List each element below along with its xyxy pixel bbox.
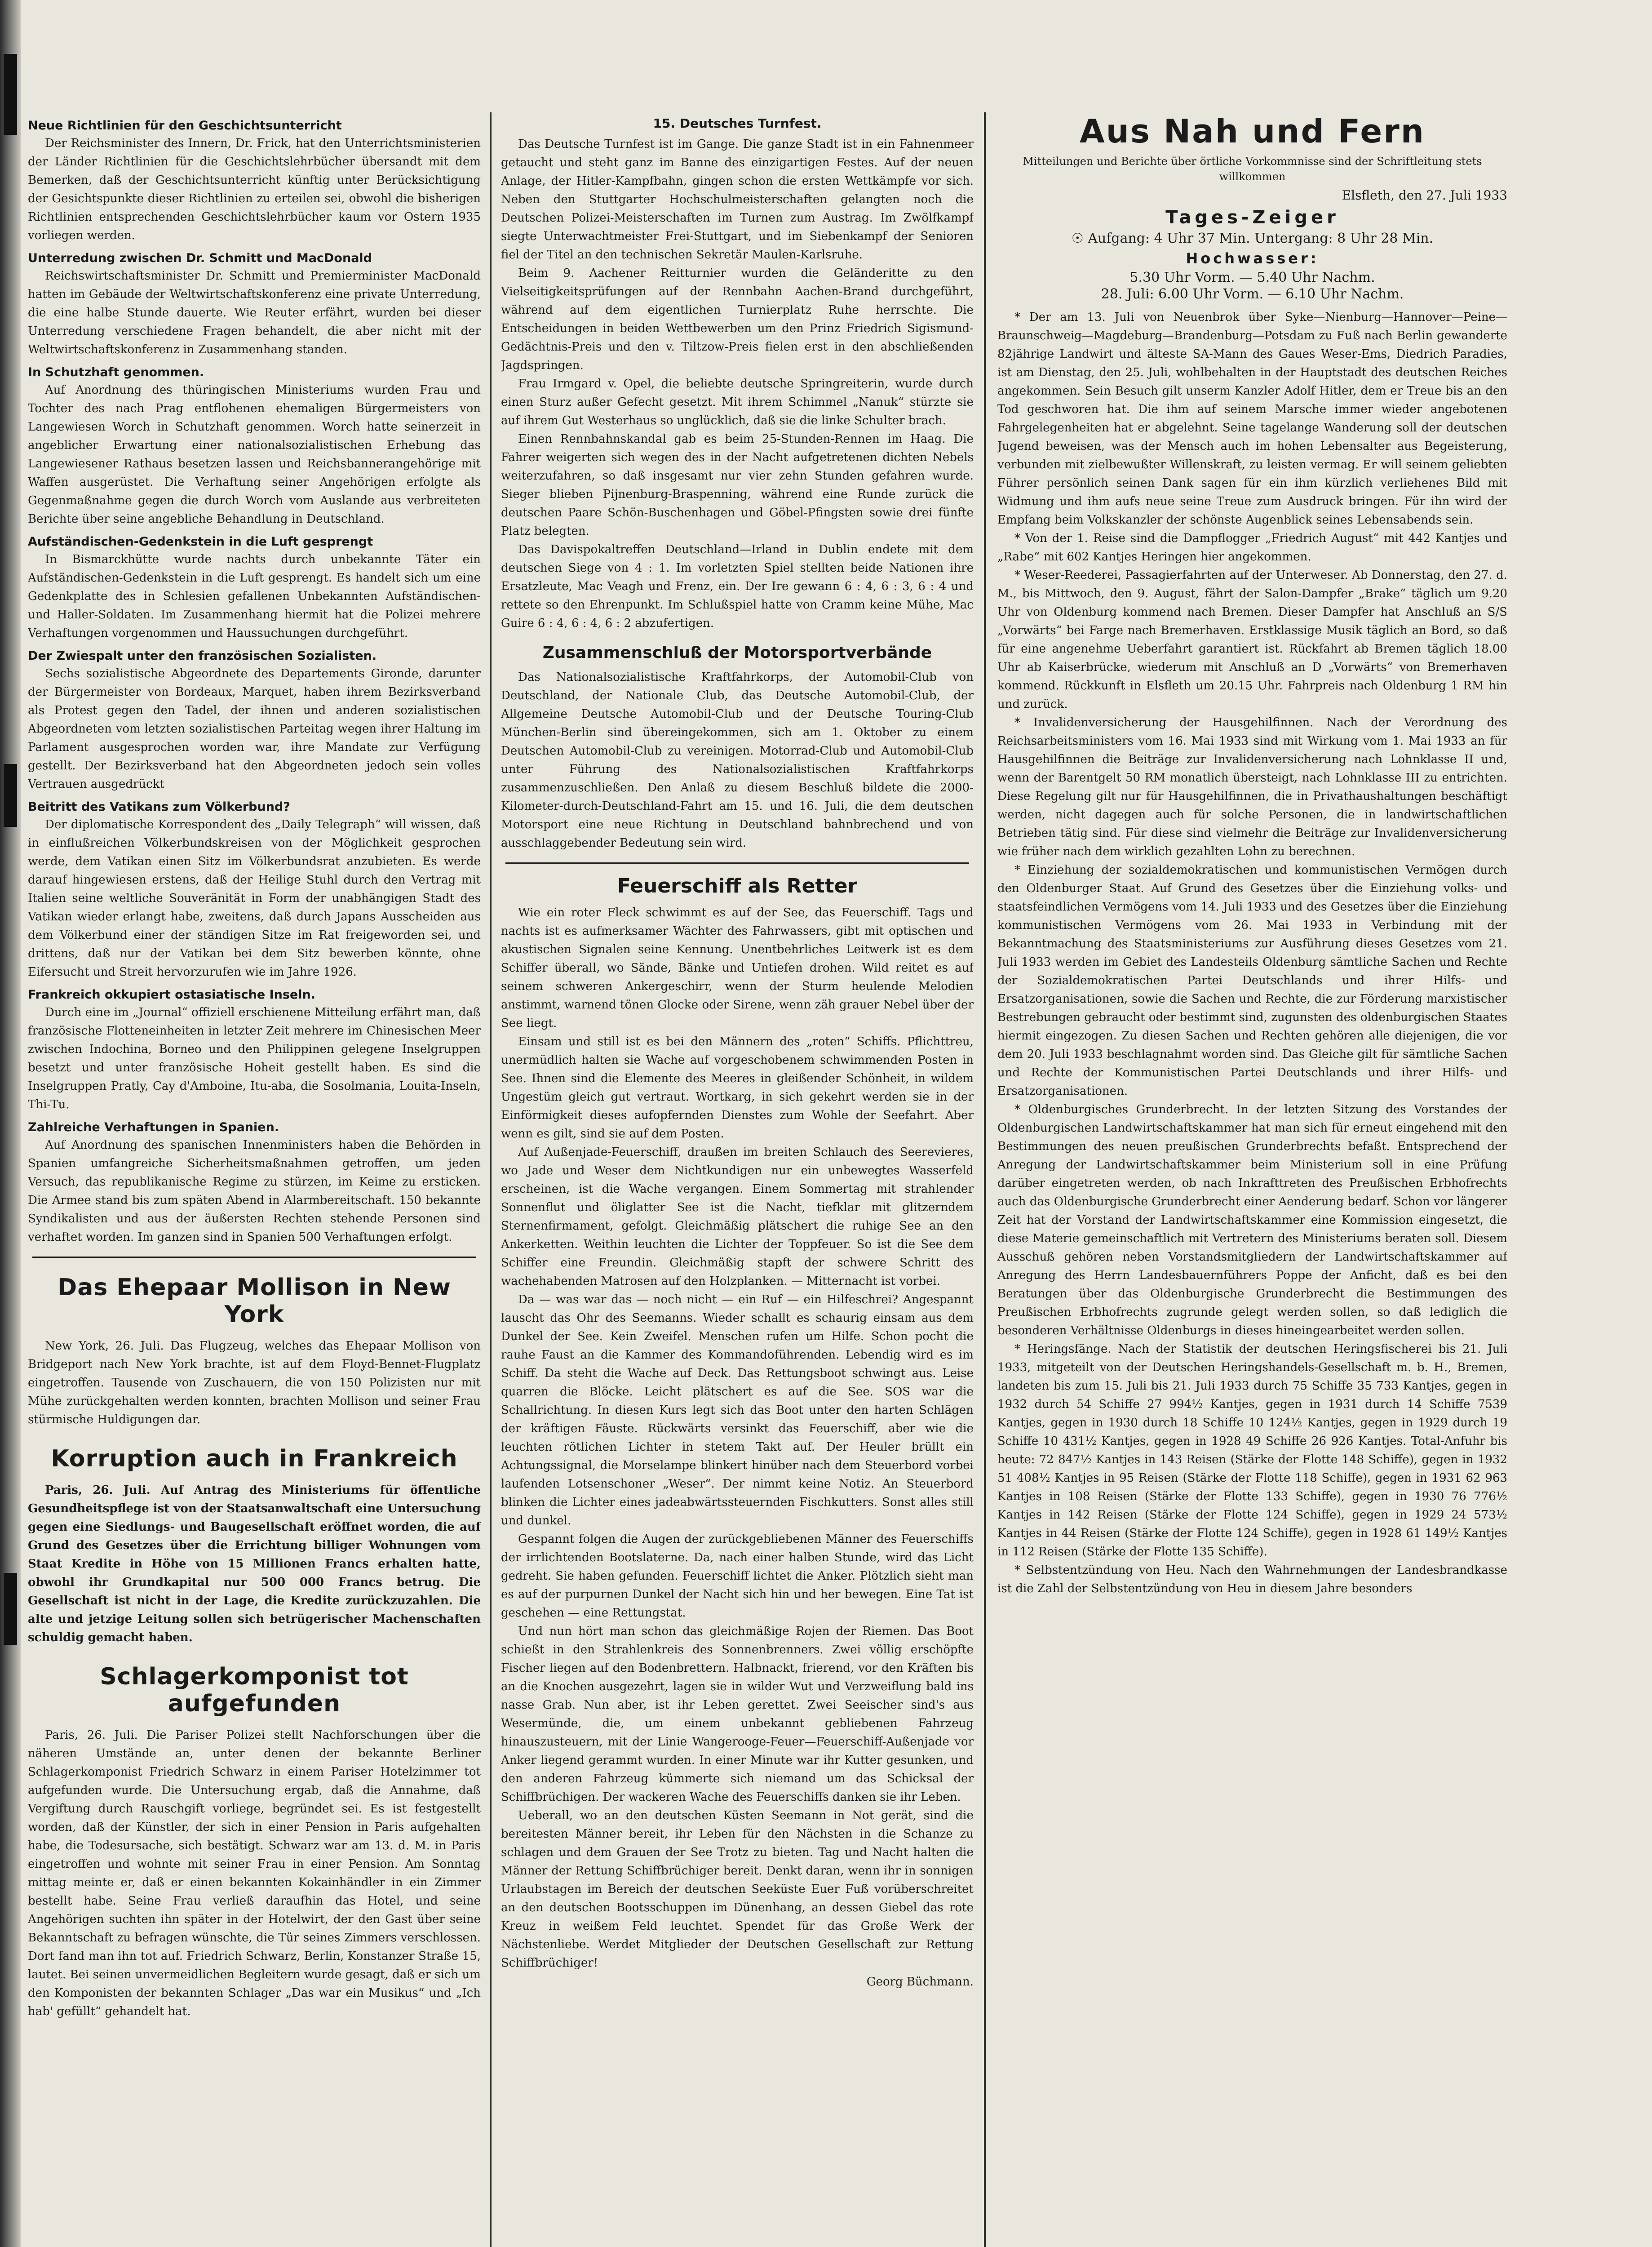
local-note: * Weser-Reederei, Passagierfahrten auf der Unterweser. Ab Donnerstag, den 27. d. M., bis Mittwoch, den 9. August, fährt der Salon-Dampfer „Brake“ täglich um 9.20 Uhr von Oldenburg kommend nach Bremen. Dieser Dampfer hat Anschluß an S/S „Vorwärts“ bei Farge nach Bremerhaven. Erstklassige Musik täglich an Bord, so daß für eine angenehme Ueberfahrt garantiert ist. Rückfahrt ab Bremen täglich 18.00 Uhr ab Kaiserbrücke, wiederum mit Anschluß an D „Vorwärts“ von Bremerhaven kommend. Rückkunft in Elsfleth um 20.15 Uhr. Fahrpreis nach Oldenburg 1 RM hin und zurück. <box>997 568 1507 711</box>
brief-heading: Aufständischen-Gedenkstein in die Luft gesprengt <box>28 535 373 549</box>
sport-item: Das Davispokaltreffen Deutschland—Irland in Dublin endete mit dem deutschen Siege von 4 : 1. Im vorletzten Spiel stellten beide Nationen ihre Ersatzleute, Mac Veagh und Frenz, ein. Der Ire gewann 6 : 4, 6 : 3, 6 : 4 und rettete so den Ehrenpunkt. Im Schlußspiel hatte von Cramm keine Mühe, Mac Guire 6 : 4, 6 : 4, 6 : 2 abzufertigen. <box>501 543 974 630</box>
article-body-corruption: Paris, 26. Juli. Auf Antrag des Ministeriums für öffentliche Gesundheitspflege ist von der Staatsanwaltschaft eine Untersuchung gegen eine Siedlungs- und Baugesellschaft eröffnet worden, die auf Grund des Gesetzes über die Errichtung billiger Wohnungen vom Staat Kredite in Höhe von 15 Millionen Francs erhalten hatte, obwohl ihr Grundkapital nur 500 000 Francs betrug. Die Gesellschaft ist nicht in der Lage, die Kredite zurückzuzahlen. Die alte und jetzige Leitung sollen sich betrügerischer Machenschaften schuldig gemacht haben. <box>28 1483 481 1644</box>
separator <box>32 1257 476 1258</box>
brief-text: Sechs sozialistische Abgeordnete des Departements Gironde, darunter der Bürgermeister von Bordeaux, Marquet, haben ihrem Bezirksverband als Protest gegen den Tadel, der ihnen und anderen sozialistischen Abgeordneten vom letzten sozialistischen Parteitag wegen ihrer Haltung im Parlament ausgesprochen worden war, ihre Mandate zur Verfügung gestellt. Der Bezirksverband hat den Abgeordneten jedoch sein volles Vertrauen ausgedrückt <box>28 667 481 791</box>
local-note: * Der am 13. Juli von Neuenbrok über Syke—Nienburg—Hannover—Peine—Braunschweig—Magdeburg—Brandenburg—Potsdam zu Fuß nach Berlin gewanderte 82jährige Landwirt und älteste SA-Mann des Gaues Weser-Ems, Diedrich Paradies, ist am Dienstag, den 25. Juli, wohlbehalten in der Hauptstadt des deutschen Reiches angekommen. Sein Besuch gilt unserm Kanzler Adolf Hitler, dem er Treue bis an den Tod geschworen hat. Die ihm auf seinem Marsche immer wieder angebotenen Fahrgelegenheiten hat er abgelehnt. Seine tagelange Wanderung soll der deutschen Jugend beweisen, was der Mensch auch im hohen Lebensalter aus Begeisterung, verbunden mit zielbewußter Willenskraft, zu leisten vermag. Er will seinem geliebten Führer persönlich seinen Dank sagen für ein ihm kürzlich verliehenes Bild mit Widmung und ihm aufs neue seine Treue zum Ausdruck bringen. Für ihn wird der Empfang beim Volkskanzler der schönste Augenblick seines Lebensabends sein. <box>997 311 1507 527</box>
sport-heading: 15. Deutsches Turnfest. <box>653 116 822 131</box>
local-note: * Von der 1. Reise sind die Dampflogger „Friedrich August“ mit 442 Kantjes und „Rabe“ mit 602 Kantjes Heringen hier angekommen. <box>997 532 1507 564</box>
article-paragraph: Wie ein roter Fleck schwimmt es auf der See, das Feuerschiff. Tags und nachts ist es aufmerksamer Wächter des Fahrwassers, gibt mit optischen und akustischen Signalen seine Kennung. Unentbehrliches Leitwerk ist es dem Schiffer überall, wo Sände, Bänke und Untiefen drohen. Wild reitet es auf seinem schweren Ankergeschirr, wenn der Sturm heulende Melodien anstimmt, warnend tönen Glocke oder Sirene, wenn zäh grauer Nebel über der See liegt. <box>501 906 974 1030</box>
sun-times <box>997 231 1507 246</box>
article-paragraph: Einsam und still ist es bei den Männern des „roten“ Schiffs. Pflichttreu, unermüdlich halten sie Wache auf vorgeschobenem schwimmenden Posten in See. Ihnen sind die Elemente des Meeres in gleißender Schönheit, in wildem Ungestüm gleich gut vertraut. Wortkarg, in sich gekehrt werden sie in der Einförmigkeit dieses aufopfernden Dienstes zum Wohle der Seefahrt. Aber wenn es gilt, sind sie auf dem Posten. <box>501 1035 974 1141</box>
article-title-corruption: Korruption auch in Frankreich <box>51 1445 458 1472</box>
sport-body: Das Deutsche Turnfest ist im Gange. Die ganze Stadt ist in ein Fahnenmeer getaucht und steht ganz im Banne des einzigartigen Festes. Auf der neuen Anlage, der Hitler-Kampfbahn, gingen schon die ersten Wettkämpfe vor sich. Neben den Stuttgarter Hochschulmeisterschaften gelangten noch die Deutschen Polizei-Meisterschaften im Turnen zum Austrag. Im Zwölfkampf siegte Unterwachtmeister Frei-Stuttgart, und im Siebenkampf der Senioren fiel der Titel an den technischen Sekretär Maulen-Karlsruhe. <box>501 138 974 262</box>
brief-text: Der diplomatische Korrespondent des „Daily Telegraph“ will wissen, daß in einflußreichen Völkerbundskreisen von der Möglichkeit gesprochen werde, dem Vatikan einen Sitz im Völkerbundsrat anzubieten. Es werde darauf hingewiesen erstens, daß der Heilige Stuhl durch den Vertrag mit Italien seine weltliche Souveränität in Form der unabhängigen Stadt des Vatikan wieder erlangt habe, zweitens, daß durch Japans Ausscheiden aus dem Völkerbund einer der ständigen Sitze im Rat freigeworden sei, und drittens, daß nur der Vatikan bei dem Sitz bewerben könnte, ohne Eifersucht und Streit hervorzurufen wie im Jahre 1926. <box>28 818 481 979</box>
article-title-lightship: Feuerschiff als Retter <box>617 875 858 897</box>
article-body-lightship <box>501 904 974 1972</box>
brief-heading: In Schutzhaft genommen. <box>28 365 204 379</box>
brief-heading: Neue Richtlinien für den Geschichtsunterricht <box>28 119 342 133</box>
article-paragraph: Gespannt folgen die Augen der zurückgebliebenen Männer des Feuerschiffs der irrlichtenden Bootslaterne. Da, nach einer halben Stunde, wird das Licht gedreht. Sie haben gefunden. Feuerschiff lichtet die Anker. Plötzlich sieht man es auf der purpurnen Dunkel der Nacht sich hin und her bewegen. Eine Tat ist geschehen — eine Rettungstat. <box>501 1532 974 1620</box>
separator <box>505 862 969 864</box>
article-title-mollison: Das Ehepaar Mollison in New York <box>58 1274 451 1328</box>
high-water-times <box>997 270 1507 302</box>
sport-items <box>501 264 974 633</box>
sport-item: Beim 9. Aachener Reitturnier wurden die Geländeritte zu den Vielseitigkeitsprüfungen auf der Rennbahn Aachen-Brand durchgeführt, während auf dem eigentlichen Turnierplatz Ruhe herrschte. Die Entscheidungen in beiden Wettbewerben um den Prinz Friedrich Sigismund-Gedächtnis-Preis und den v. Tiltzow-Preis fielen erst in den abschließenden Jagdspringen. <box>501 266 974 372</box>
article-paragraph: Ueberall, wo an den deutschen Küsten Seemann in Not gerät, sind die bereitesten Männer bereit, ihr Leben für den Nächsten in die Schanze zu schlagen und dem Grauen der See Trotz zu bieten. Tag und Nacht halten die Männer der Rettung Schiffbrüchiger bereit. Denkt daran, wenn ihr in sonnigen Urlaubstagen im Bereich der deutschen Seeküste Euer Fuß vorüberschreitet an den deutschen Bootsschuppen im Dünenhang, an dessen Giebel das rote Kreuz in weißem Feld leuchtet. Spendet für das Große Werk der Nächstenliebe. Werdet Mitglieder der Deutschen Gesellschaft zur Rettung Schiffbrüchiger! <box>501 1809 974 1970</box>
article-paragraph: Da — was war das — noch nicht — ein Ruf — ein Hilfeschrei? Angespannt lauscht das Ohr des Seemanns. Wieder schallt es schaurig einsam aus dem Dunkel der See. Kein Zweifel. Menschen rufen um Hilfe. Schon pocht die rauhe Faust an die Kammer des Kommandoführenden. Lebendig wird es im Schiff. Da steht die Wache auf Deck. Das Rettungsboot schwingt aus. Leise quarren die Blöcke. Leicht plätschert es auf die See. SOS war die Schallrichtung. In diesen Kurs legt sich das Boot unter den harten Schlägen der kräftigen Fäuste. Rückwärts versinkt das Feuerschiff, aber wie die leuchten rötlichen Lichter in stetem Takt auf. Der Heuler brüllt ein Achtungssignal, die Morselampe blinkert hinüber nach dem Steuerbord vorbei laufenden Lotsenschoner „Weser“. Der nimmt keine Notiz. An Steuerbord blinken die Lichter eines jadeabwärtssteuernden Fischkutters. Sonst alles still und dunkel. <box>501 1293 974 1528</box>
sport-item: Einen Rennbahnskandal gab es beim 25-Stunden-Rennen im Haag. Die Fahrer weigerten sich wegen des in der Nacht aufgetretenen dichten Nebels weiterzufahren, so daß insgesamt nur vier zehn Stunden gefahren wurde. Sieger blieben Pijnenburg-Braspenning, während eine Runde zurück die deutschen Paare Schön-Buschenhagen und Göbel-Pfingsten sowie drei fünfte Platz belegten. <box>501 432 974 538</box>
article-body-motorsport: Das Nationalsozialistische Kraftfahrkorps, der Automobil-Club von Deutschland, der Nationale Club, das Deutsche Automobil-Club, der Allgemeine Deutsche Automobil-Club und der Deutsche Touring-Club München-Berlin sind übereingekommen, sich am 1. Oktober zu einem Deutschen Automobil-Club zu vereinigen. Motorrad-Club und Automobil-Club unter Führung des Nationalsozialistischen Kraftfahrkorps zusammenzuschließen. Den Anlaß zu diesem Beschluß bildete die 2000-Kilometer-durch-Deutschland-Fahrt am 15. und 16. Juli, die dem deutschen Motorsport eine neue Richtung in Deutschland bahnbrechend und von ausschlaggebender Bedeutung sein wird. <box>501 671 974 850</box>
article-body-composer: Paris, 26. Juli. Die Pariser Polizei stellt Nachforschungen über die näheren Umstände an, unter denen der bekannte Berliner Schlagerkomponist Friedrich Schwarz in einem Pariser Hotelzimmer tot aufgefunden wurde. Die Untersuchung ergab, daß die Annahme, daß Vergiftung durch Rauschgift vorliege, begründet sei. Es ist festgestellt worden, daß der Künstler, der sich in einer Pension in Paris aufgehalten habe, die Todesursache, sich bestätigt. Schwarz war am 13. d. M. in Paris eingetroffen und wohnte mit seiner Frau in einer Pension. Am Sonntag mittag meinte er, daß er einen bekannten Kokainhändler in ein Zimmer bestellt habe. Seine Frau verließ daraufhin das Hotel, und seine Angehörigen suchten ihn später in der Hotelwirt, der den Gast über seine Bekanntschaft zu befragen wünschte, die Tür seines Zimmers verschlossen. Dort fand man ihn tot auf. Friedrich Schwarz, Berlin, Konstanzer Straße 15, lautet. Bei seinen unvermeidlichen Begleitern wurde gesagt, daß er sich um den Komponisten der bekannten Schlager „Das war ein Musikus“ und „Ich hab' gefüllt“ gehandelt hat. <box>28 1728 481 2018</box>
brief-text: Auf Anordnung des thüringischen Ministeriums wurden Frau und Tochter des nach Prag entflohenen ehemaligen Bürgermeisters von Langewiesen Worch in Schutzhaft genommen. Worch hatte seinerzeit in angeblicher Erwartung einer nationalsozialistischen Erhebung das Langewiesener Rathaus besetzen lassen und Reichsbannerangehörige mit Waffen ausgerüstet. Die Verhaftung seiner Angehörigen erfolgte als Gegenmaßnahme gegen die durch Worch vom Auslande aus verbreiteten Berichte über seine angebliche Behandlung in Deutschland. <box>28 383 481 526</box>
high-water-title: Hochwasser: <box>1186 250 1319 267</box>
brief-heading: Zahlreiche Verhaftungen in Spanien. <box>28 1120 279 1134</box>
article-paragraph: Auf Außenjade-Feuerschiff, draußen im breiten Schlauch des Seerevieres, wo Jade und Weser dem Nichtkundigen nur ein unbewegtes Wasserfeld erscheinen, ist die Wache vergangen. Einem Sommertag mit strahlender Sonnenflut und öliglatter See ist die Nacht, tiefklar mit glitzerndem Sternenfirmament, gefolgt. Gleichmäßig plätschert die ruhige See an den Ankerketten. Weithin leuchten die Lichter der Toppfeuer. So ist die See dem Schiffer eine Freundin. Gleichmäßig stapft der schwere Schritt des wachehabenden Matrosen auf den Holzplanken. — Mitternacht ist vorbei. <box>501 1146 974 1288</box>
article-paragraph: Und nun hört man schon das gleichmäßige Rojen der Riemen. Das Boot schießt in den Strahlenkreis des Sonnenbrenners. Zwei völlig erschöpfte Fischer liegen auf den Bodenbrettern. Halbnackt, frierend, vor den Kräften bis an die Knochen ausgezehrt, lagen sie in wilder Wut und Verzweiflung bald ins nasse Grab. Nun aber, ist ihr Leben gerettet. Zwei Seeischer sind's aus Wesermünde, die, um einem unbekannt gebliebenen Fahrzeug hinauszusteuern, mit der Linie Wangerooge-Feuer—Feuerschiff-Außenjade vor Anker liegend gerammt wurden. In einer Minute war ihr Kutter gesunken, und den anderen Fahrzeug kümmerte sich niemand um das Schicksal der Schiffbrüchigen. Der wackeren Wache des Feuerschiffs danken sie ihr Leben. <box>501 1625 974 1804</box>
column-rule-1 <box>490 112 492 2247</box>
article-author: Georg Büchmann. <box>866 1975 974 1989</box>
high-water-line: 28. Juli: 6.00 Uhr Vorm. — 6.10 Uhr Nachm. <box>1101 286 1404 302</box>
brief-text: Durch eine im „Journal“ offiziell erschienene Mitteilung erfährt man, daß französische Flotteneinheiten in letzter Zeit mehrere im Chinesischen Meer zwischen Indochina, Borneo und den Philippinen gelegene Inselgruppen besetzt und unter französische Hoheit gestellt haben. Es sind die Inselgruppen Pratly, Cay d'Amboine, Itu-aba, die Sosolmania, Louita-Inseln, Thi-Tu. <box>28 1006 481 1111</box>
sport-item: Frau Irmgard v. Opel, die beliebte deutsche Springreiterin, wurde durch einen Sturz außer Gefecht gesetzt. Mit ihrem Schimmel „Nanuk“ stürzte sie auf ihrem Gut Westerhaus so unglücklich, daß sie die linke Schulter brach. <box>501 377 974 427</box>
local-note: * Invalidenversicherung der Hausgehilfinnen. Nach der Verordnung des Reichsarbeitsministers vom 16. Mai 1933 sind mit Wirkung vom 1. Mai 1933 an für Hausgehilfinnen die Beiträge zur Invalidenversicherung nach Lohnklasse II und, wenn der Barentgelt 50 RM monatlich übersteigt, nach Lohnklasse III zu entrichten. Diese Regelung gilt nur für Hausgehilfinnen, die in Privathaushaltungen beschäftigt werden, nicht dagegen auch für solche Personen, die in landwirtschaftlichen Betrieben tätig sind. Für diese sind vielmehr die Beiträge zur Invalidenversicherung wie früher nach dem wirklich gezahlten Lohn zu berechnen. <box>997 716 1507 858</box>
local-note: * Einziehung der sozialdemokratischen und kommunistischen Vermögen durch den Oldenburger Staat. Auf Grund des Gesetzes über die Einziehung volks- und staatsfeindlichen Vermögens vom 14. Juli 1933 und des Gesetzes über die Einziehung kommunistischen Vermögens vom 26. Mai 1933 in Verbindung mit der Bekanntmachung des Staatsministeriums zur Ausführung dieses Gesetzes vom 21. Juli 1933 werden im Gebiet des Landesteils Oldenburg sämtliche Sachen und Rechte der Sozialdemokratischen Partei Deutschlands und ihrer Hilfs- und Ersatzorganisationen, sowie die Sachen und Rechte, die zur Förderung marxistischer Bestrebungen gebraucht oder bestimmt sind, zugunsten des oldenburgischen Staates hiermit eingezogen. Zu diesen Sachen und Rechten gehören alle diejenigen, die vor dem 20. Juli 1933 beschlagnahmt worden sind. Das Gleiche gilt für sämtliche Sachen und Rechte der Kommunistischen Partei Deutschlands und ihrer Hilfs- und Ersatzorganisationen. <box>997 863 1507 1098</box>
dateline: Elsfleth, den 27. Juli 1933 <box>1342 188 1507 203</box>
brief-heading: Beitritt des Vatikans zum Völkerbund? <box>28 800 290 814</box>
sun-icon: ☉ <box>1071 231 1084 246</box>
local-section-masthead: Aus Nah und Fern <box>1079 112 1426 150</box>
column-politics <box>28 112 481 2247</box>
news-brief-list <box>28 119 481 1247</box>
column-sport <box>501 112 974 2247</box>
local-section-subtitle: Mitteilungen und Berichte über örtliche Vorkommnisse sind der Schriftleitung stets willkommen <box>1023 155 1482 183</box>
high-water-line: 5.30 Uhr Vorm. — 5.40 Uhr Nachm. <box>1129 270 1375 285</box>
local-note: * Selbstentzündung von Heu. Nach den Wahrnehmungen der Landesbrandkasse ist die Zahl der Selbstentzündung von Heu in diesem Jahre besonders <box>997 1563 1507 1595</box>
brief-text: Reichswirtschaftsminister Dr. Schmitt und Premierminister MacDonald hatten im Gebäude der Weltwirtschaftskonferenz eine private Unterredung, die eine halbe Stunde dauerte. Wie Reuter erfährt, wurden bei dieser Unterredung verschiedene Fragen behandelt, die aber nicht mit der Weltwirtschaftskonferenz in Zusammenhang standen. <box>28 269 481 356</box>
brief-text: In Bismarckhütte wurde nachts durch unbekannte Täter ein Aufständischen-Gedenkstein in die Luft gesprengt. Es handelt sich um eine Gedenkplatte des in Schlesien gefallenen Unbekannten Aufständischen- und Haller-Soldaten. Im Zusammenhang hiermit hat die Polizei mehrere Verhaftungen vorgenommen und Haussuchungen durchgeführt. <box>28 553 481 640</box>
sun-times-text: Aufgang: 4 Uhr 37 Min. Untergang: 8 Uhr 28 Min. <box>1088 231 1434 246</box>
brief-heading: Frankreich okkupiert ostasiatische Inseln. <box>28 988 315 1002</box>
article-title-composer: Schlagerkomponist tot aufgefunden <box>100 1663 409 1717</box>
article-body-mollison: New York, 26. Juli. Das Flugzeug, welches das Ehepaar Mollison von Bridgeport nach New York brachte, ist auf dem Floyd-Bennet-Flugplatz eingetroffen. Tausende von Zuschauern, die von 150 Polizisten nur mit Mühe zurückgehalten werden konnten, brachten Mollison und seiner Frau stürmische Huldigungen dar. <box>28 1339 481 1426</box>
brief-heading: Unterredung zwischen Dr. Schmitt und MacDonald <box>28 251 372 265</box>
article-title-motorsport: Zusammenschluß der Motorsportverbände <box>542 644 932 662</box>
local-note: * Heringsfänge. Nach der Statistik der deutschen Heringsfischerei bis 21. Juli 1933, mitgeteilt von der Deutschen Heringshandels-Gesellschaft m. b. H., Bremen, landeten bis zum 15. Juli bis 21. Juli 1933 durch 75 Schiffe 35 733 Kantjes, gegen in 1932 durch 54 Schiffe 27 994½ Kantjes, gegen in 1931 durch 14 Schiffe 7539 Kantjes, gegen in 1930 durch 18 Schiffe 10 124½ Kantjes, gegen in 1929 durch 19 Schiffe 10 431½ Kantjes, gegen in 1928 49 Schiffe 26 926 Kantjes. Total-Anfuhr bis heute: 72 847½ Kantjes in 143 Reisen (Stärke der Flotte 148 Schiffe), gegen in 1932 51 408½ Kantjes in 95 Reisen (Stärke der Flotte 118 Schiffe), gegen in 1931 62 963 Kantjes in 108 Reisen (Stärke der Flotte 133 Schiffe), gegen in 1930 76 776½ Kantjes in 142 Reisen (Stärke der Flotte 124 Schiffe), gegen in 1929 24 573½ Kantjes in 44 Reisen (Stärke der Flotte 124 Schiffe), gegen in 1928 61 149½ Kantjes in 112 Reisen (Stärke der Flotte 135 Schiffe). <box>997 1342 1507 1559</box>
column-local <box>997 112 1507 2247</box>
local-notes <box>997 308 1507 1598</box>
brief-heading: Der Zwiespalt unter den französischen Sozialisten. <box>28 649 377 663</box>
scan-binding-edge <box>0 0 21 2247</box>
brief-text: Der Reichsminister des Innern, Dr. Frick, hat den Unterrichtsministerien der Länder Richtlinien für die Geschichtslehrbücher übersandt mit dem Bemerken, daß der Geschichtsunterricht künftig unter Berücksichtigung der Gesichtspunkte dieser Richtlinien zu erteilen sei, obwohl die bisherigen Richtlinien entsprechenden Geschichtslehrbücher kaum vor Ostern 1935 vorliegen werden. <box>28 137 481 242</box>
local-note: * Oldenburgisches Grunderbrecht. In der letzten Sitzung des Vorstandes der Oldenburgischen Landwirtschaftskammer hat man sich für erneut eingehend mit den Bestimmungen des neuen preußischen Grunderbrechts befaßt. Entsprechend der Anregung der Landwirtschaftskammer beim Ministerium soll in eine Prüfung darüber eingetreten werden, ob nach Inkrafttreten des Preußischen Erbhofrechts auch das Oldenburgische Grunderbrecht einer Aenderung bedarf. Schon vor längerer Zeit hat der Vorstand der Landwirtschaftskammer eine Kommission eingesetzt, die diese Materie gemeinschaftlich mit Vertretern des Ministeriums beraten soll. Diesem Ausschuß gehören neben Vorstandsmitgliedern der Landwirtschaftskammer auf Anregung des Herrn Landesbauernführers Poppe der Anficht, daß es bei den Beratungen über das Oldenburgische Grunderbrecht die Bestimmungen des Preußischen Erbhofrechts zugrunde gelegt werden sollen, so daß lediglich die besonderen Verhältnisse Oldenburgs in dieses hineingearbeitet werden sollen. <box>997 1103 1507 1337</box>
brief-text: Auf Anordnung des spanischen Innenministers haben die Behörden in Spanien umfangreiche Sicherheitsmaßnahmen getroffen, um jeden Versuch, das republikanische Regime zu stürzen, im Keime zu ersticken. Die Armee stand bis zum späten Abend in Alarmbereitschaft. 150 bekannte Syndikalisten und aus der äußersten Rechten stehende Personen sind verhaftet worden. Im ganzen sind in Spanien 500 Verhaftungen erfolgt. <box>28 1138 481 1244</box>
column-rule-2 <box>984 112 986 2247</box>
daily-indicator-title: Tages-Zeiger <box>1165 207 1339 228</box>
